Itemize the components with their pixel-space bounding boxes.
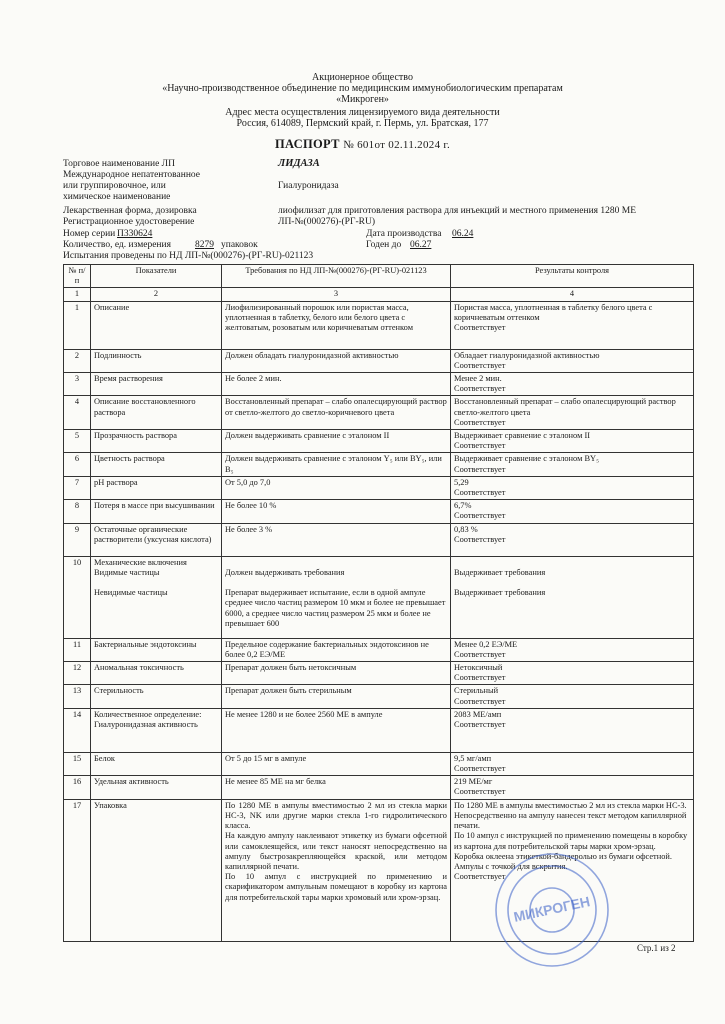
row-result: 9,5 мг/амп Соответствует — [451, 752, 694, 775]
row-param: Удельная активность — [91, 776, 222, 799]
row-number: 8 — [64, 500, 91, 523]
row-number: 13 — [64, 685, 91, 708]
inn-value: Гиалуронидаза — [278, 181, 339, 191]
row-requirement: Не более 10 % — [222, 500, 451, 523]
qty-unit: упаковок — [221, 240, 258, 250]
row-result: Менее 2 мин. Соответствует — [451, 373, 694, 396]
row-number: 12 — [64, 662, 91, 685]
address-label: Адрес места осуществления лицензируемого вида деятельности — [225, 107, 500, 118]
row-requirement: Должен выдерживать требования Препарат выдерживает испытание, если в одной ампуле среднее число частиц размером 10 мкм и более не превышает 6000, а среднее число частиц размером 25 мкм и более не превышает 600 — [222, 556, 451, 638]
row-result: Выдерживает сравнение с эталоном II Соответствует — [451, 430, 694, 453]
form-value: лиофилизат для приготовления раствора для инъекций и местного применения 1280 МЕ — [278, 206, 637, 216]
row-param: Описание — [91, 301, 222, 349]
table-row — [64, 396, 694, 430]
row-param: Время растворения — [91, 373, 222, 396]
row-param: Подлинность — [91, 349, 222, 372]
table-row — [64, 476, 694, 499]
inn-label-2: или группировочное, или — [63, 181, 166, 191]
stamp-text: МИКРОГЕН — [512, 893, 592, 925]
row-requirement: Препарат должен быть стерильным — [222, 685, 451, 708]
page-number: Стр.1 из 2 — [637, 943, 676, 953]
row-requirement: Должен выдерживать сравнение с эталоном II — [222, 430, 451, 453]
row-param: Бактериальные эндотоксины — [91, 638, 222, 661]
row-param: Механические включения Видимые частицы Невидимые частицы — [91, 556, 222, 638]
qty-label: Количество, ед. измерения — [63, 240, 171, 250]
col-header-req: Требования по НД ЛП-№(000276)-(РГ-RU)-021123 — [222, 265, 451, 288]
row-number: 7 — [64, 476, 91, 499]
valid-value: 06.27 — [410, 240, 432, 250]
col-number: 2 — [91, 288, 222, 301]
trade-name-label: Торговое наименование ЛП — [63, 159, 175, 169]
row-number: 1 — [64, 301, 91, 349]
row-param: Стерильность — [91, 685, 222, 708]
row-requirement: От 5,0 до 7,0 — [222, 476, 451, 499]
row-param: Цветность раствора — [91, 453, 222, 476]
row-param: Остаточные органические растворители (уксусная кислота) — [91, 523, 222, 556]
row-requirement: Не менее 1280 и не более 2560 МЕ в ампуле — [222, 708, 451, 752]
table-row — [64, 708, 694, 752]
row-result: Стерильный Соответствует — [451, 685, 694, 708]
row-requirement: Восстановленный препарат – слабо опалесцирующий раствор от светло-желтого до светло-коричневого цвета — [222, 396, 451, 430]
org-short-name: «Микроген» — [336, 94, 389, 105]
table-header-row — [64, 265, 694, 288]
row-result: Пористая масса, уплотненная в таблетку белого цвета с коричневатым оттенком Соответствует — [451, 301, 694, 349]
table-colnum-row — [64, 288, 694, 301]
form-label: Лекарственная форма, дозировка — [63, 206, 197, 216]
row-param: Белок — [91, 752, 222, 775]
table-row — [64, 556, 694, 638]
table-row — [64, 453, 694, 476]
passport-number: № 601от 02.11.2024 г. — [343, 139, 451, 151]
table-row — [64, 752, 694, 775]
table-row — [64, 301, 694, 349]
row-result: Выдерживает сравнение с эталоном BY₅ Соответствует — [451, 453, 694, 476]
org-type: Акционерное общество — [312, 72, 413, 83]
col-header-param: Показатели — [91, 265, 222, 288]
row-number: 15 — [64, 752, 91, 775]
series-value: П330624 — [117, 229, 153, 239]
passport-title — [0, 137, 725, 152]
row-number: 3 — [64, 373, 91, 396]
prod-date-value: 06.24 — [452, 229, 474, 239]
row-result: Выдерживает требования Выдерживает требования — [451, 556, 694, 638]
row-number: 5 — [64, 430, 91, 453]
col-number: 4 — [451, 288, 694, 301]
col-header-res: Результаты контроля — [451, 265, 694, 288]
row-number: 17 — [64, 799, 91, 941]
inn-label-3: химическое наименование — [63, 192, 171, 202]
inn-label-1: Международное непатентованное — [63, 170, 200, 180]
row-param: Потеря в массе при высушивании — [91, 500, 222, 523]
tests-line: Испытания проведены по НД ЛП-№(000276)-(РГ-RU)-021123 — [63, 251, 314, 261]
row-number: 9 — [64, 523, 91, 556]
results-table — [63, 264, 694, 942]
row-result: 5,29 Соответствует — [451, 476, 694, 499]
table-row — [64, 430, 694, 453]
row-requirement: Должен обладать гиалуронидазной активностью — [222, 349, 451, 372]
row-requirement: Должен выдерживать сравнение с эталоном Y₅ или BY₅, или B₅ — [222, 453, 451, 476]
org-name: «Научно-производственное объединение по медицинским иммунобиологическим препаратам — [162, 83, 563, 94]
row-result: 6,7% Соответствует — [451, 500, 694, 523]
row-result: Восстановленный препарат – слабо опалесцирующий раствор светло-желтого цвета Соответствует — [451, 396, 694, 430]
table-row — [64, 500, 694, 523]
row-param: Аномальная токсичность — [91, 662, 222, 685]
row-number: 4 — [64, 396, 91, 430]
company-stamp — [482, 850, 620, 968]
row-result: Нетоксичный Соответствует — [451, 662, 694, 685]
series-label: Номер серии — [63, 229, 116, 239]
row-number: 10 — [64, 556, 91, 638]
row-requirement: От 5 до 15 мг в ампуле — [222, 752, 451, 775]
table-row — [64, 373, 694, 396]
col-number: 3 — [222, 288, 451, 301]
row-param: pH раствора — [91, 476, 222, 499]
table-row — [64, 349, 694, 372]
table-row — [64, 776, 694, 799]
row-number: 2 — [64, 349, 91, 372]
table-row — [64, 523, 694, 556]
row-param: Количественное определение: Гиалуронидазная активность — [91, 708, 222, 752]
qty-value: 8279 — [195, 240, 214, 250]
row-result: По 1280 МЕ в ампулы вместимостью 2 мл из стекла марки НС-3. Непосредственно на ампулу нанесен текст методом капиллярной печати. По 10 ампул с инструкцией по применению помещены в коробку из картона для потребительской тары марки хром-эрзац. Коробка оклеена этикеткой-бандеролью из бумаги офсетной. Ампулы с точкой для вскрытия. Соответствует — [451, 799, 694, 941]
row-param: Описание восстановленного раствора — [91, 396, 222, 430]
row-requirement: По 1280 МЕ в ампулы вместимостью 2 мл из стекла марки НС-3, NK или другие марки стекла 1-го гидролитического класса. На каждую ампулу наклеивают этикетку из бумаги офсетной или самоклеящейся, или текст наносят непосредственно на ампулу быстрозакрепляющейся краской, или методом капиллярной печати. По 10 ампул с инструкцией по применению и скарификатором ампульным помещают в коробку из картона для потребительской тары марки хромовый или хром-эрзац. — [222, 799, 451, 941]
row-result: 2083 МЕ/амп Соответствует — [451, 708, 694, 752]
row-requirement: Предельное содержание бактериальных эндотоксинов не более 0,2 ЕЭ/МЕ — [222, 638, 451, 661]
row-number: 11 — [64, 638, 91, 661]
row-requirement: Не более 3 % — [222, 523, 451, 556]
row-requirement: Не более 2 мин. — [222, 373, 451, 396]
col-header-number: № п/п — [64, 265, 91, 288]
row-result: Менее 0,2 ЕЭ/МЕ Соответствует — [451, 638, 694, 661]
row-result: 219 МЕ/мг Соответствует — [451, 776, 694, 799]
row-param: Упаковка — [91, 799, 222, 941]
prod-date-label: Дата производства — [366, 229, 442, 239]
reg-label: Регистрационное удостоверение — [63, 217, 195, 227]
row-result: Обладает гиалуронидазной активностью Соответствует — [451, 349, 694, 372]
row-number: 14 — [64, 708, 91, 752]
reg-value: ЛП-№(000276)-(РГ-RU) — [278, 217, 375, 227]
row-result: 0,83 % Соответствует — [451, 523, 694, 556]
row-requirement: Препарат должен быть нетоксичным — [222, 662, 451, 685]
table-row — [64, 685, 694, 708]
row-requirement: Лиофилизированный порошок или пористая масса, уплотненная в таблетку, белого или белого цвета с желтоватым, розоватым или коричневатым оттенком — [222, 301, 451, 349]
valid-label: Годен до — [366, 240, 402, 250]
passport-title-word: ПАСПОРТ — [274, 137, 340, 151]
row-number: 16 — [64, 776, 91, 799]
address: Россия, 614089, Пермский край, г. Пермь, ул. Братская, 177 — [236, 118, 489, 129]
row-requirement: Не менее 85 МЕ на мг белка — [222, 776, 451, 799]
col-number: 1 — [64, 288, 91, 301]
row-param: Прозрачность раствора — [91, 430, 222, 453]
table-row — [64, 662, 694, 685]
row-number: 6 — [64, 453, 91, 476]
trade-name-value: ЛИДАЗА — [278, 158, 320, 169]
table-row — [64, 638, 694, 661]
